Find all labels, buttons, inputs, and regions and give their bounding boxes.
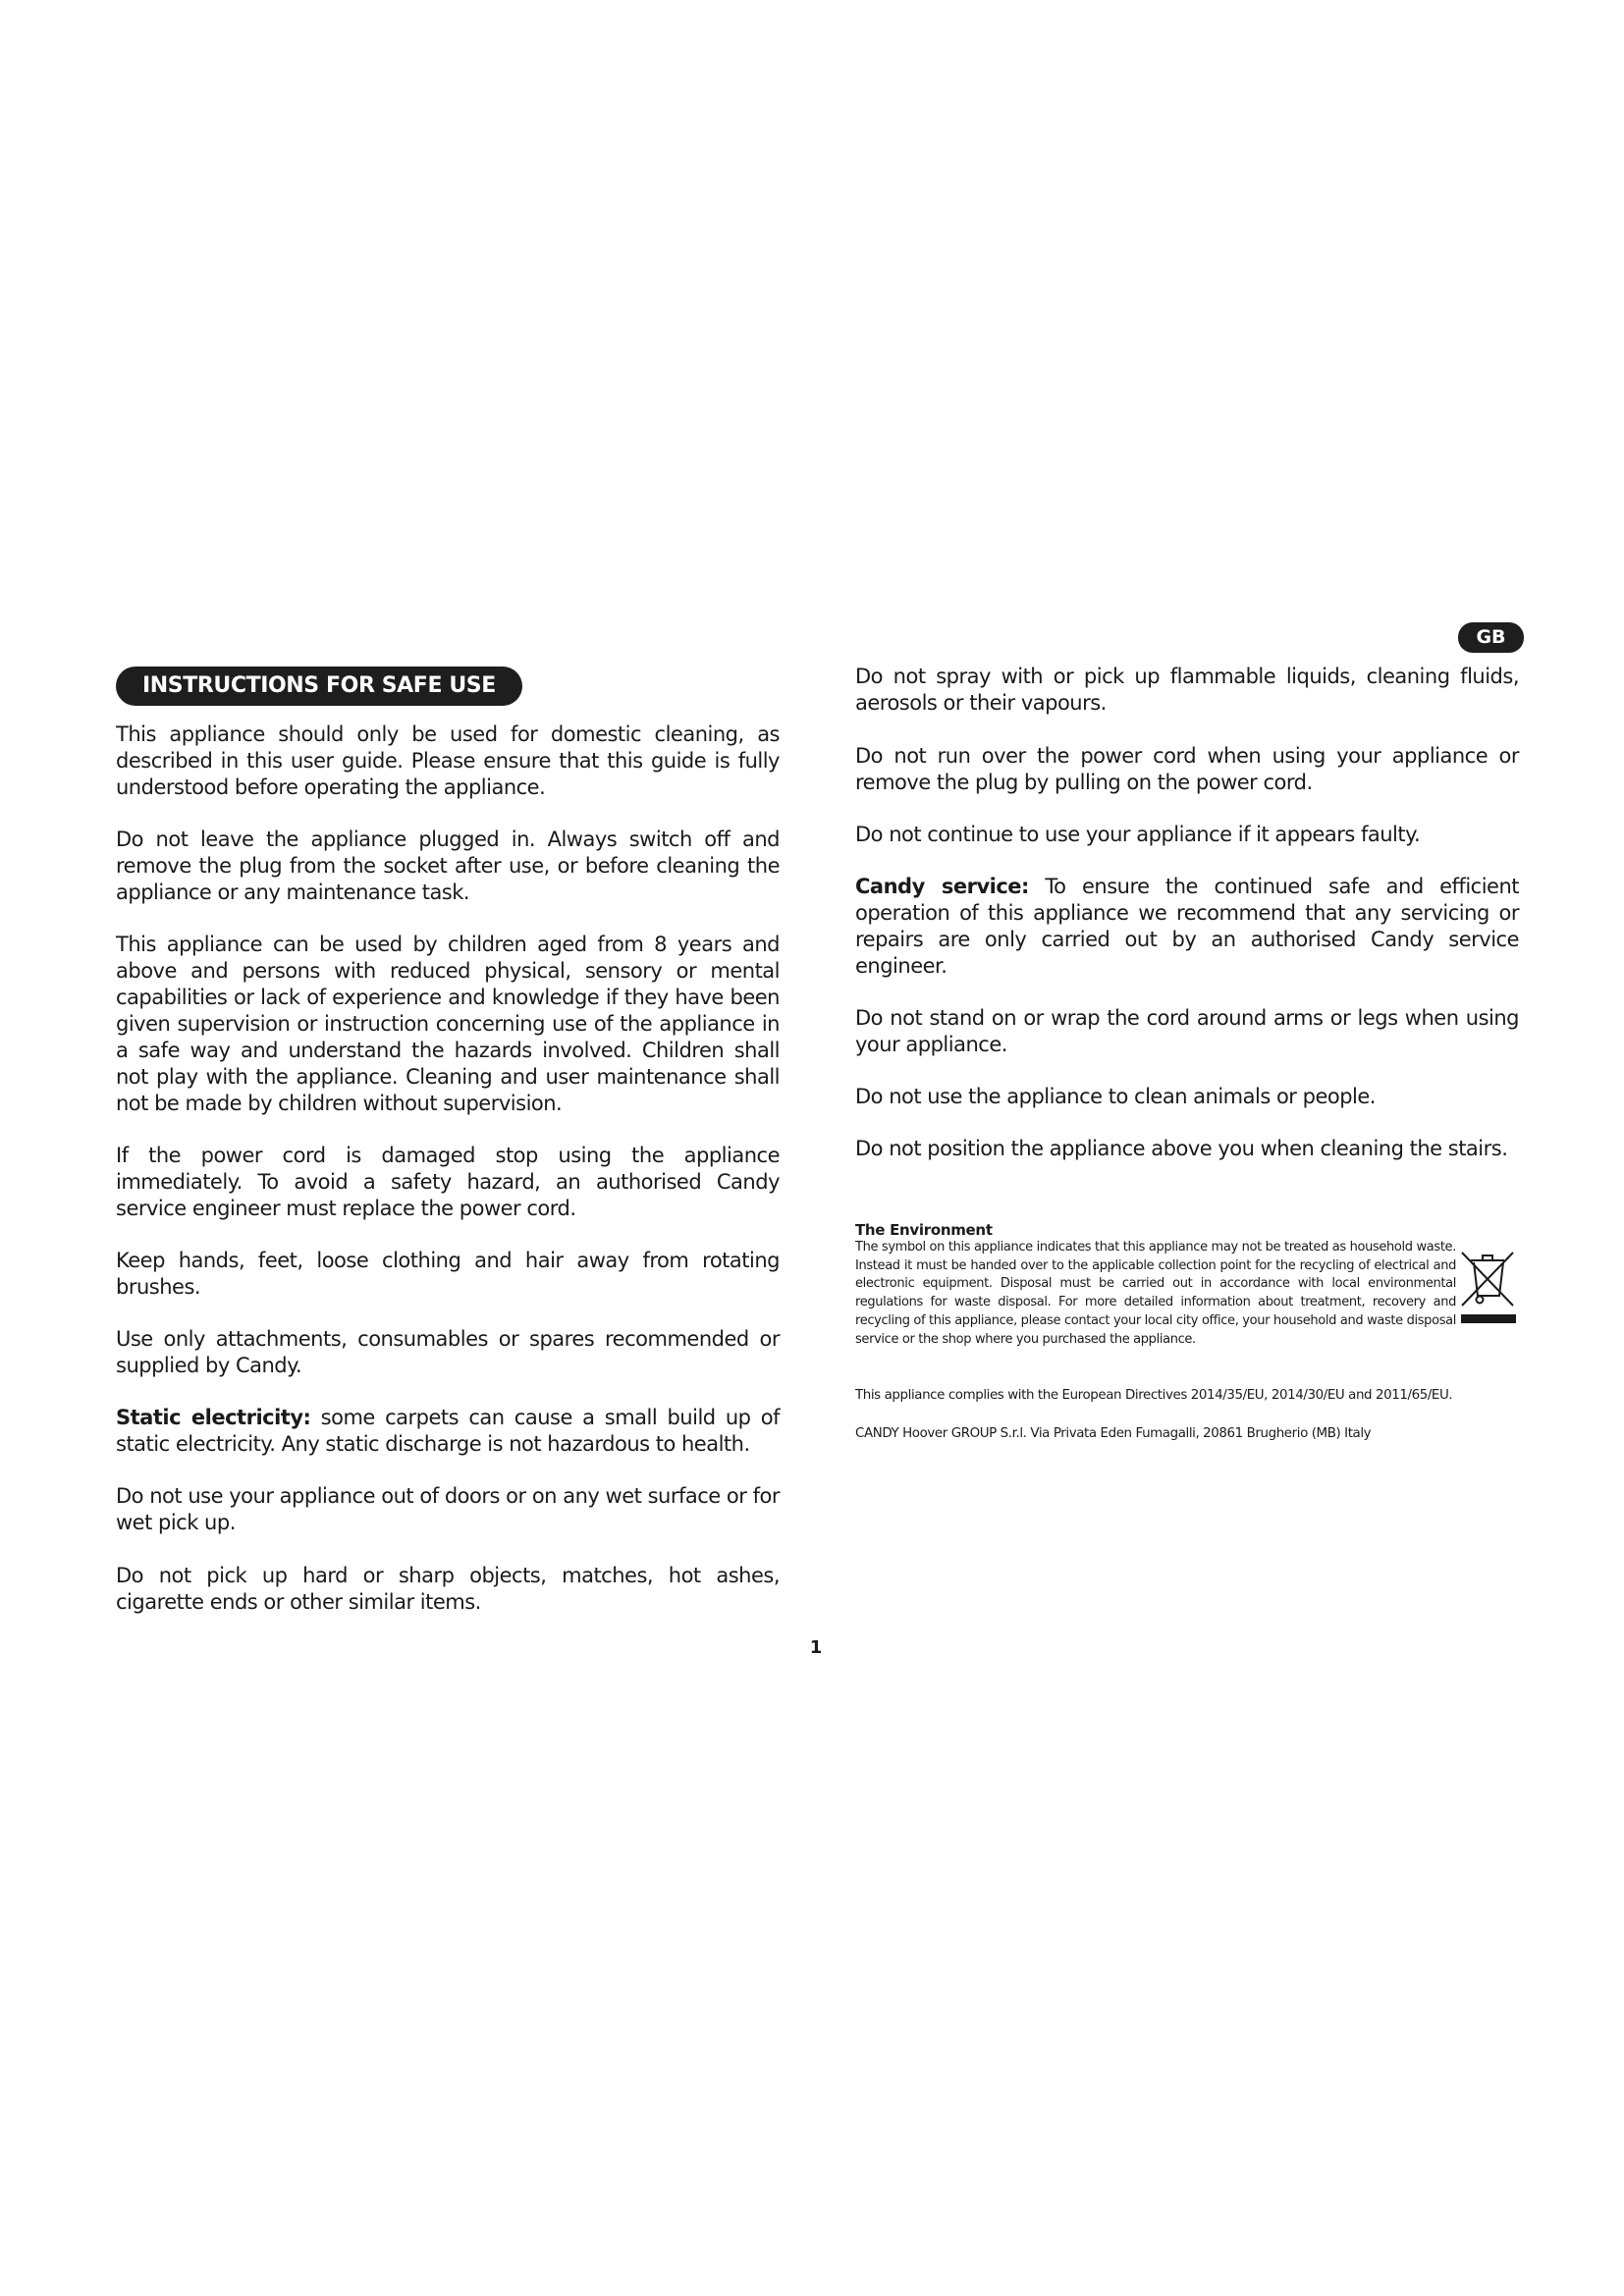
- compliance-statement: This appliance complies with the European Directives 2014/35/EU, 2014/30/EU and 2011/65/EU.: [855, 1388, 1453, 1403]
- paragraph-unplug: Do not leave the appliance plugged in. Always switch off and remove the plug from the socket after use, or before cleaning the appliance or any maintenance task.: [116, 828, 780, 904]
- manufacturer-address: CANDY Hoover GROUP S.r.l. Via Privata Eden Fumagalli, 20861 Brugherio (MB) Italy: [855, 1426, 1372, 1441]
- paragraph-children: This appliance can be used by children aged from 8 years and above and persons with reduced physical, sensory or mental capabilities or lack of experience and knowledge if they have been given supervision or instruction concerning use of the appliance in a safe way and understand the hazards involved. Children shall not play with the appliance. Cleaning and user maintenance shall not be made by children without supervision.: [116, 933, 780, 1115]
- paragraph-rotating-brushes: Keep hands, feet, loose clothing and hair away from rotating brushes.: [116, 1249, 780, 1299]
- paragraph-candy-service: [855, 874, 1519, 980]
- paragraph-animals-people: Do not use the appliance to clean animals or people.: [855, 1085, 1376, 1108]
- candy-service-text: To ensure the continued safe and efficient operation of this appliance we recommend that any servicing or repairs are only carried out by an authorised Candy service engineer.: [855, 875, 1520, 978]
- paragraph-wrap-cord: Do not stand on or wrap the cord around arms or legs when using your appliance.: [855, 1006, 1519, 1056]
- paragraph-power-cord-damaged: If the power cord is damaged stop using the appliance immediately. To avoid a safety hazard, an authorised Candy service engineer must replace the power cord.: [116, 1144, 780, 1220]
- paragraph-flammable-liquids: Do not spray with or pick up flammable liquids, cleaning fluids, aerosols or their vapours.: [855, 665, 1519, 715]
- paragraph-run-over-cord: Do not run over the power cord when using your appliance or remove the plug by pulling on the power cord.: [855, 744, 1519, 794]
- paragraph-domestic-use: This appliance should only be used for domestic cleaning, as described in this user guide. Please ensure that this guide is fully understood before operating the appliance.: [116, 722, 780, 799]
- static-electricity-text: some carpets can cause a small build up of static electricity. Any static discharge is not hazardous to health.: [116, 1406, 781, 1456]
- page-number: 1: [809, 1637, 823, 1658]
- candy-service-label: Candy service:: [855, 875, 1029, 898]
- language-badge: GB: [1458, 622, 1524, 653]
- environment-title: The Environment: [855, 1221, 993, 1239]
- paragraph-wet-surface: Do not use your appliance out of doors or on any wet surface or for wet pick up.: [116, 1484, 780, 1534]
- crossed-out-wheelie-bin-icon: [1456, 1245, 1521, 1327]
- section-title-badge: INSTRUCTIONS FOR SAFE USE: [116, 667, 522, 706]
- paragraph-sharp-objects: Do not pick up hard or sharp objects, matches, hot ashes, cigarette ends or other similar items.: [116, 1564, 780, 1614]
- paragraph-static-electricity: [116, 1405, 780, 1458]
- environment-text: The symbol on this appliance indicates that this appliance may not be treated as household waste. Instead it must be handed over to the applicable collection point for the recycling of electrical and electronic equipment. Disposal must be carried out in accordance with local environmental regulations for waste disposal. For more detailed information about treatment, recovery and recycling of this appliance, please contact your local city office, your household and waste disposal service or the shop where you purchased the appliance.: [855, 1240, 1456, 1347]
- paragraph-stairs: Do not position the appliance above you when cleaning the stairs.: [855, 1137, 1508, 1160]
- paragraph-faulty: Do not continue to use your appliance if it appears faulty.: [855, 823, 1421, 846]
- paragraph-attachments: Use only attachments, consumables or spares recommended or supplied by Candy.: [116, 1327, 780, 1377]
- static-electricity-label: Static electricity:: [116, 1406, 311, 1429]
